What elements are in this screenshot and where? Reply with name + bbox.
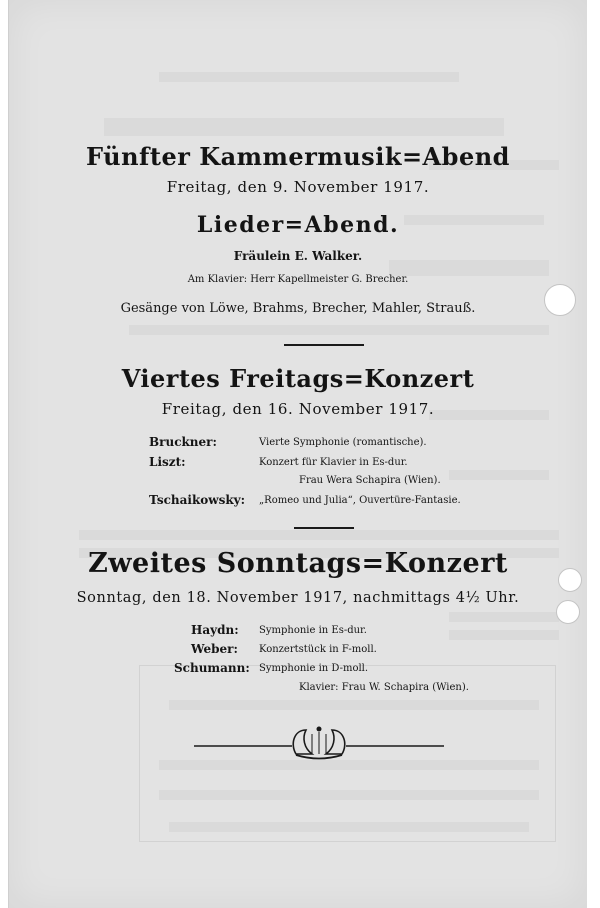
bleed-through-mark xyxy=(449,612,559,622)
punch-hole xyxy=(558,568,582,592)
concert2-work: Konzertstück in F-moll. xyxy=(259,644,377,655)
program-sheet xyxy=(8,0,587,908)
bleed-through-mark xyxy=(79,530,559,540)
bleed-through-mark xyxy=(449,630,559,640)
concert2-title: Zweites Sonntags=Konzert xyxy=(88,548,508,579)
concert5-singer: Fräulein E. Walker. xyxy=(233,249,363,263)
concert2-composer: Schumann: xyxy=(174,661,250,675)
concert2-date: Sonntag, den 18. November 1917, nachmittags 4½ Uhr. xyxy=(76,590,520,606)
concert4-date: Freitag, den 16. November 1917. xyxy=(161,400,435,418)
concert4-work: Vierte Symphonie (romantische). xyxy=(259,437,427,448)
concert5-date: Freitag, den 9. November 1917. xyxy=(166,178,430,196)
concert2-composer: Weber: xyxy=(191,642,238,656)
concert4-work: Konzert für Klavier in Es-dur. xyxy=(259,457,408,468)
bleed-through-mark xyxy=(159,72,459,82)
section-divider xyxy=(284,344,364,346)
concert2-soloist: Klavier: Frau W. Schapira (Wien). xyxy=(299,682,469,693)
concert5-title: Fünfter Kammermusik=Abend xyxy=(86,142,510,171)
concert4-title: Viertes Freitags=Konzert xyxy=(121,364,475,393)
bleed-through-mark xyxy=(129,325,549,335)
lyre-ornament-icon xyxy=(184,724,454,764)
concert2-work: Symphonie in D-moll. xyxy=(259,663,369,674)
bleed-through-mark xyxy=(104,118,504,136)
concert2-composer: Haydn: xyxy=(191,623,239,637)
punch-hole xyxy=(556,600,580,624)
punch-hole xyxy=(544,284,576,316)
concert4-composer: Bruckner: xyxy=(149,435,217,449)
concert4-soloist: Frau Wera Schapira (Wien). xyxy=(299,475,441,486)
concert5-program: Gesänge von Löwe, Brahms, Brecher, Mahler, Strauß. xyxy=(120,301,476,316)
concert4-work: „Romeo und Julia“, Ouvertüre-Fantasie. xyxy=(259,495,461,506)
concert4-composer: Liszt: xyxy=(149,455,186,469)
concert4-composer: Tschaikowsky: xyxy=(149,493,246,507)
concert2-work: Symphonie in Es-dur. xyxy=(259,625,367,636)
concert5-accompanist: Am Klavier: Herr Kapellmeister G. Brecher. xyxy=(187,274,409,285)
bleed-through-mark xyxy=(449,470,549,480)
section-divider xyxy=(294,527,354,529)
concert5-subtitle: Lieder=Abend. xyxy=(196,212,400,238)
